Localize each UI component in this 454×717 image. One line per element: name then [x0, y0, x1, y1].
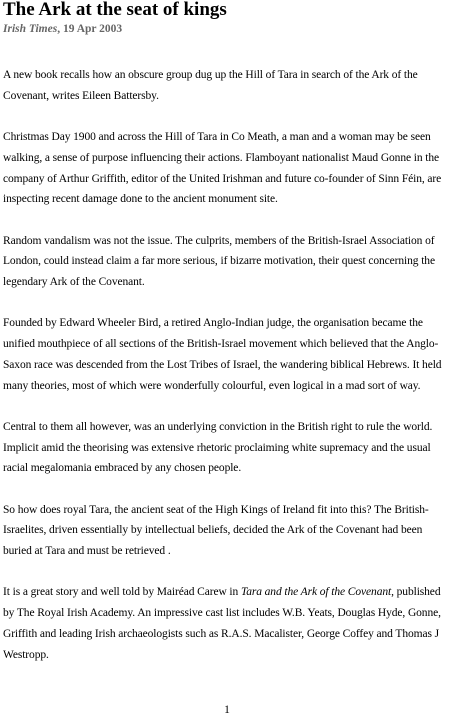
book-title: Tara and the Ark of the Covenant [240, 586, 392, 599]
article-title: The Ark at the seat of kings [3, 0, 227, 20]
article-date: , 19 Apr 2003 [57, 23, 123, 35]
paragraph-great-story-after: , published by The Royal Irish Academy. An impressive cast list includes W.B. Yeats, Douglas Hyde, Gonne, Griffith and leading Irish archaeologists such as R.A.S. Macalister, George Coffey and Thomas J Westropp. [3, 586, 441, 661]
page-number: 1 [224, 704, 230, 716]
article-source: Irish Times [3, 23, 58, 35]
paragraph-great-story [3, 582, 451, 665]
paragraph-random-vandalism: Random vandalism was not the issue. The culprits, members of the British-Israel Association of London, could instead claim a far more serious, if bizarre motivation, their quest concerning the legendary Ark of the Covenant. [3, 234, 435, 288]
paragraph-founded: Founded by Edward Wheeler Bird, a retired Anglo-Indian judge, the organisation became the unified mouthpiece of all sections of the British-Israel movement which believed that the Anglo-Saxon race was descended from the Lost Tribes of Israel, the wandering biblical Hebrews. It held many theories, most of which were wonderfully colourful, even logical in a mad sort of way. [3, 317, 442, 392]
paragraph-christmas-day: Christmas Day 1900 and across the Hill of Tara in Co Meath, a man and a woman may be seen walking, a sense of purpose influencing their actions. Flamboyant nationalist Maud Gonne in the company of Arthur Griffith, editor of the United Irishman and future co-founder of Sinn Féin, are inspecting recent damage done to the ancient monument site. [3, 131, 442, 206]
paragraph-intro: A new book recalls how an obscure group dug up the Hill of Tara in search of the Ark of the Covenant, writes Eileen Battersby. [3, 69, 418, 102]
article-body [3, 65, 451, 686]
paragraph-royal-tara: So how does royal Tara, the ancient seat of the High Kings of Ireland fit into this? The British-Israelites, driven essentially by intellectual beliefs, decided the Ark of the Covenant had been buried at Tara and must be retrieved . [3, 503, 429, 558]
paragraph-great-story-before: It is a great story and well told by Mairéad Carew in [3, 586, 241, 599]
article-byline [3, 23, 122, 35]
paragraph-central: Central to them all however, was an underlying conviction in the British right to rule the world. Implicit amid the theorising was extensive rhetoric proclaiming white supremacy and the usual racial megalomania embraced by any chosen people. [3, 420, 433, 475]
